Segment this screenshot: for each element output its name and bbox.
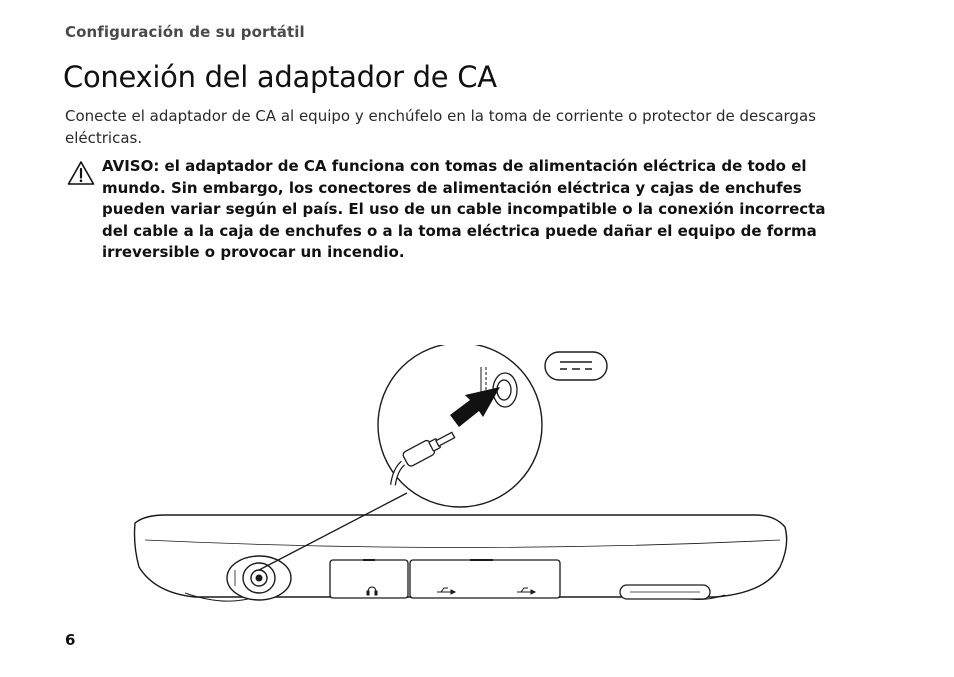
- card-reader-slot: [620, 585, 710, 599]
- warning-text: AVISO: el adaptador de CA funciona con tomas de alimentación eléctrica de todo el mundo. Sin embargo, los conectores de alimentación eléctrica y cajas de enchufes pueden variar según el país. El uso de un cable incompatible o la conexión incorrecta del cable a la caja de enchufes o a la toma eléctrica puede dañar el equipo de forma irreversible o provocar un incendio.: [102, 157, 826, 262]
- laptop-illustration: [125, 345, 805, 615]
- running-header: Configuración de su portátil: [65, 23, 305, 41]
- magnifier-detail: [378, 345, 542, 507]
- usb-port-panel: [410, 560, 560, 598]
- page-title: Conexión del adaptador de CA: [63, 60, 497, 94]
- dc-in-port: [227, 556, 291, 600]
- dc-power-icon: [545, 352, 607, 380]
- warning-triangle-icon: [67, 160, 95, 186]
- intro-paragraph: Conecte el adaptador de CA al equipo y enchúfelo en la toma de corriente o protector de descargas eléctricas.: [65, 107, 816, 147]
- page-number: 6: [65, 631, 76, 649]
